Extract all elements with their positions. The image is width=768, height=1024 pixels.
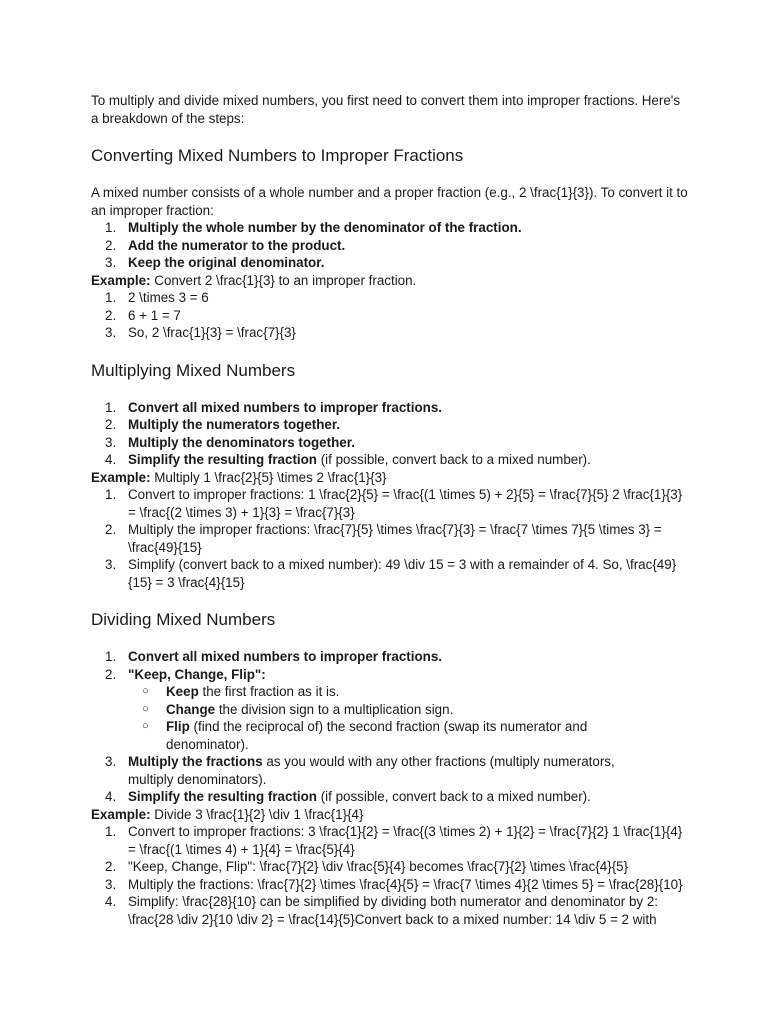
list-item: 1. Convert all mixed numbers to improper fractions.: [105, 399, 443, 415]
list-item: 4. Simplify the resulting fraction (if possible, convert back to a mixed number).: [105, 789, 591, 804]
list-item: 2. 6 + 1 = 7: [105, 307, 181, 323]
keep-change-flip-list: [128, 683, 691, 753]
list-item: 2. Multiply the numerators together.: [105, 417, 341, 432]
list-item: 2. Multiply the improper fractions: \frac{7}{5} \times \frac{7}{3} = \frac{7 \times 7}{5 \times 3} = \frac{49}{15}: [105, 522, 662, 555]
list-item: ○ Change the division sign to a multiplication sign.: [142, 701, 454, 717]
list-item: 1. Convert to improper fractions: 3 \frac{1}{2} = \frac{(3 \times 2) + 1}{2} = \frac{7}{2} 1 \frac{1}{4} = \frac{(1 \times 4) + 1}{4} = \frac{5}{4}: [105, 824, 683, 857]
list-item: 1. 2 \times 3 = 6: [105, 290, 209, 305]
list-item: 3. Multiply the fractions: \frac{7}{2} \times \frac{4}{5} = \frac{7 \times 4}{2 \times 5} = \frac{28}{10}: [105, 876, 683, 892]
list-item: 2. Add the numerator to the product.: [105, 237, 346, 253]
list-item: 4. Simplify the resulting fraction (if possible, convert back to a mixed number).: [105, 452, 591, 467]
convert-example-steps: [91, 289, 691, 342]
document-page: [91, 92, 691, 928]
list-item: 3. Simplify (convert back to a mixed number): 49 \div 15 = 3 with a remainder of 4. So, \frac{49}{15} = 3 \frac{4}{15}: [105, 557, 677, 590]
list-item: 3. Keep the original denominator.: [105, 255, 325, 270]
circle-bullet-icon: ○: [142, 702, 149, 715]
list-item: 2. "Keep, Change, Flip": ○ Keep the first fraction as it is. ○ Change the division sign to a multiplication sign. ○ Flip (find the reciprocal of) the second fraction (swap its numerator and denominator).: [91, 666, 691, 754]
convert-description: A mixed number consists of a whole number and a proper fraction (e.g., 2 \frac{1}{3}). To convert it to an improper fraction:: [91, 185, 688, 218]
divide-example: Example: Divide 3 \frac{1}{2} \div 1 \frac{1}{4}: [91, 806, 364, 822]
list-item: 3. So, 2 \frac{1}{3} = \frac{7}{3}: [105, 325, 296, 340]
multiply-example: Example: Multiply 1 \frac{2}{5} \times 2 \frac{1}{3}: [91, 469, 387, 485]
heading-converting: Converting Mixed Numbers to Improper Fractions: [91, 146, 464, 165]
list-item: 1. Multiply the whole number by the denominator of the fraction.: [105, 220, 522, 235]
multiply-example-steps: [91, 486, 691, 591]
list-item: 3. Multiply the fractions as you would with any other fractions (multiply numerators, multiply denominators).: [105, 754, 615, 787]
list-item: 1. Convert all mixed numbers to improper fractions.: [105, 649, 443, 664]
list-item: 3. Multiply the denominators together.: [105, 434, 355, 450]
divide-example-steps: [91, 823, 691, 928]
convert-steps-list: [91, 219, 691, 272]
list-item: ○ Keep the first fraction as it is.: [142, 684, 340, 699]
list-item: 4. Simplify: \frac{28}{10} can be simplified by dividing both numerator and denominator by 2: \frac{28 \div 2}{10 \div 2} = \frac{14}{5}Convert back to a mixed number: 14 \div 5 = 2 with: [105, 894, 658, 927]
list-item: 1. Convert to improper fractions: 1 \frac{2}{5} = \frac{(1 \times 5) + 2}{5} = \frac{7}{5} 2 \frac{1}{3} = \frac{(2 \times 3) + 1}{3} = \frac{7}{3}: [105, 487, 683, 520]
heading-dividing: Dividing Mixed Numbers: [91, 610, 276, 629]
heading-multiplying: Multiplying Mixed Numbers: [91, 360, 296, 380]
intro-paragraph: To multiply and divide mixed numbers, you first need to convert them into improper fractions. Here's a breakdown of the steps:: [91, 93, 681, 126]
circle-bullet-icon: ○: [142, 720, 149, 732]
list-item: 2. "Keep, Change, Flip": \frac{7}{2} \div \frac{5}{4} becomes \frac{7}{2} \times \frac{4}{5}: [105, 859, 629, 874]
divide-steps-list: [91, 648, 691, 806]
convert-example: Example: Convert 2 \frac{1}{3} to an improper fraction.: [91, 272, 417, 288]
multiply-steps-list: [91, 399, 691, 469]
list-item: ○ Flip (find the reciprocal of) the second fraction (swap its numerator and denominator).: [142, 719, 588, 752]
circle-bullet-icon: ○: [142, 685, 149, 697]
